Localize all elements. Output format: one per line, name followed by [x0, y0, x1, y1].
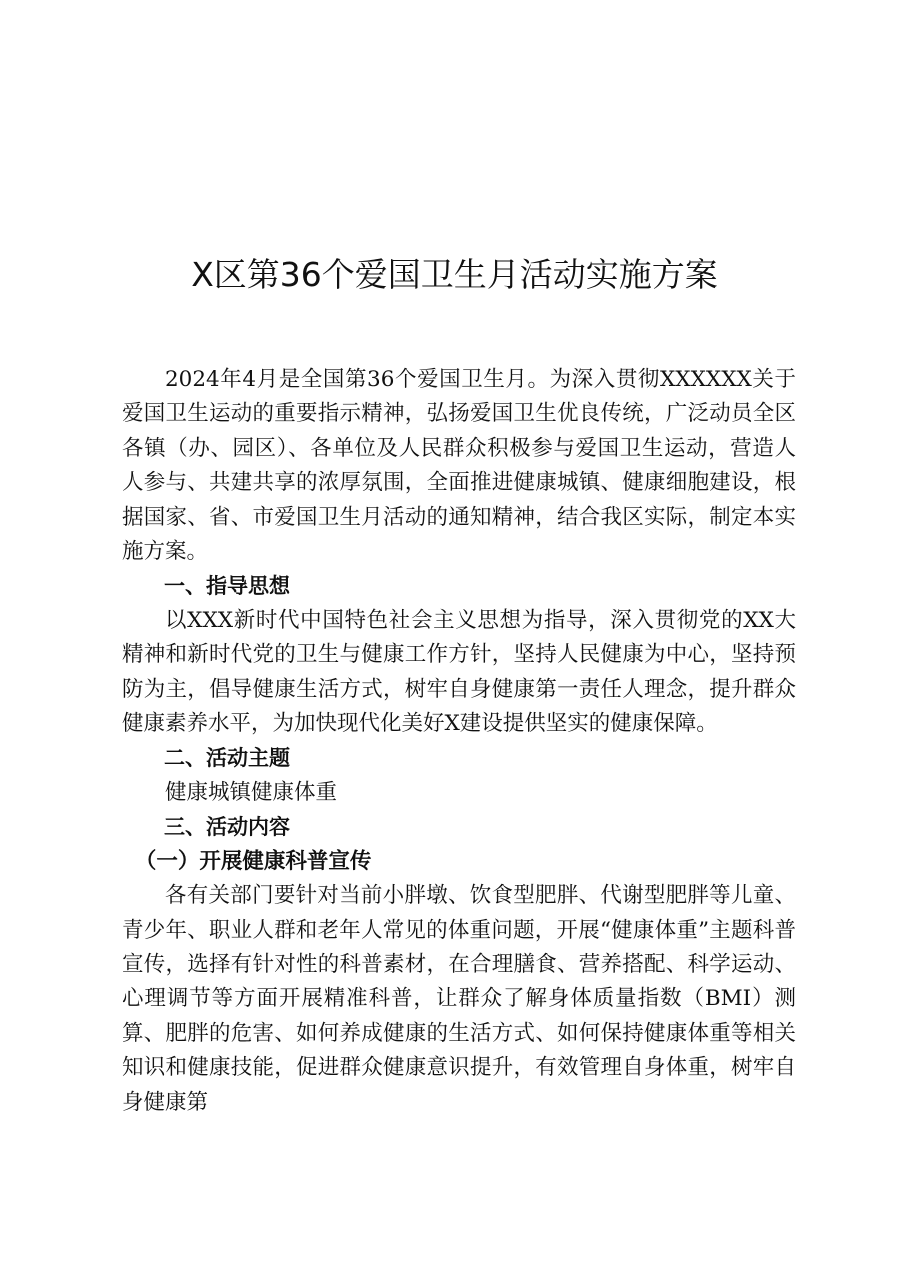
- document-title: X区第36个爱国卫生月活动实施方案: [191, 255, 718, 294]
- document-body: [122, 363, 796, 1120]
- section-heading-guiding-thought: 一、指导思想: [164, 574, 290, 599]
- intro-paragraph: 2024年4月是全国第36个爱国卫生月。为深入贯彻XXXXXX关于爱国卫生运动的重要指示精神，弘扬爱国卫生优良传统，广泛动员全区各镇（办、园区）、各单位及人民群众积极参与爱国卫生运动，营造人人参与、共建共享的浓厚氛围，全面推进健康城镇、健康细胞建设，根据国家、省、市爱国卫生月活动的通知精神，结合我区实际，制定本实施方案。: [122, 367, 796, 565]
- science-publicity-paragraph: 各有关部门要针对当前小胖墩、饮食型肥胖、代谢型肥胖等儿童、青少年、职业人群和老年人常见的体重问题，开展“健康体重”主题科普宣传，选择有针对性的科普素材，在合理膳食、营养搭配、科学运动、心理调节等方面开展精准科普，让群众了解身体质量指数（BMI）测算、肥胖的危害、如何养成健康的生活方式、如何保持健康体重等相关知识和健康技能，促进群众健康意识提升，有效管理自身体重，树牢自身健康第: [122, 883, 796, 1115]
- guiding-thought-paragraph: 以XXX新时代中国特色社会主义思想为指导，深入贯彻党的XX大精神和新时代党的卫生与健康工作方针，坚持人民健康为中心，坚持预防为主，倡导健康生活方式，树牢自身健康第一责任人理念，提升群众健康素养水平，为加快现代化美好X建设提供坚实的健康保障。: [122, 607, 796, 737]
- section-heading-activity-theme: 二、活动主题: [164, 746, 290, 771]
- section-heading-activity-content: 三、活动内容: [164, 815, 290, 840]
- subsection-heading-science-publicity: （一）开展健康科普宣传: [134, 848, 372, 874]
- activity-theme-paragraph: 健康城镇健康体重: [165, 779, 338, 805]
